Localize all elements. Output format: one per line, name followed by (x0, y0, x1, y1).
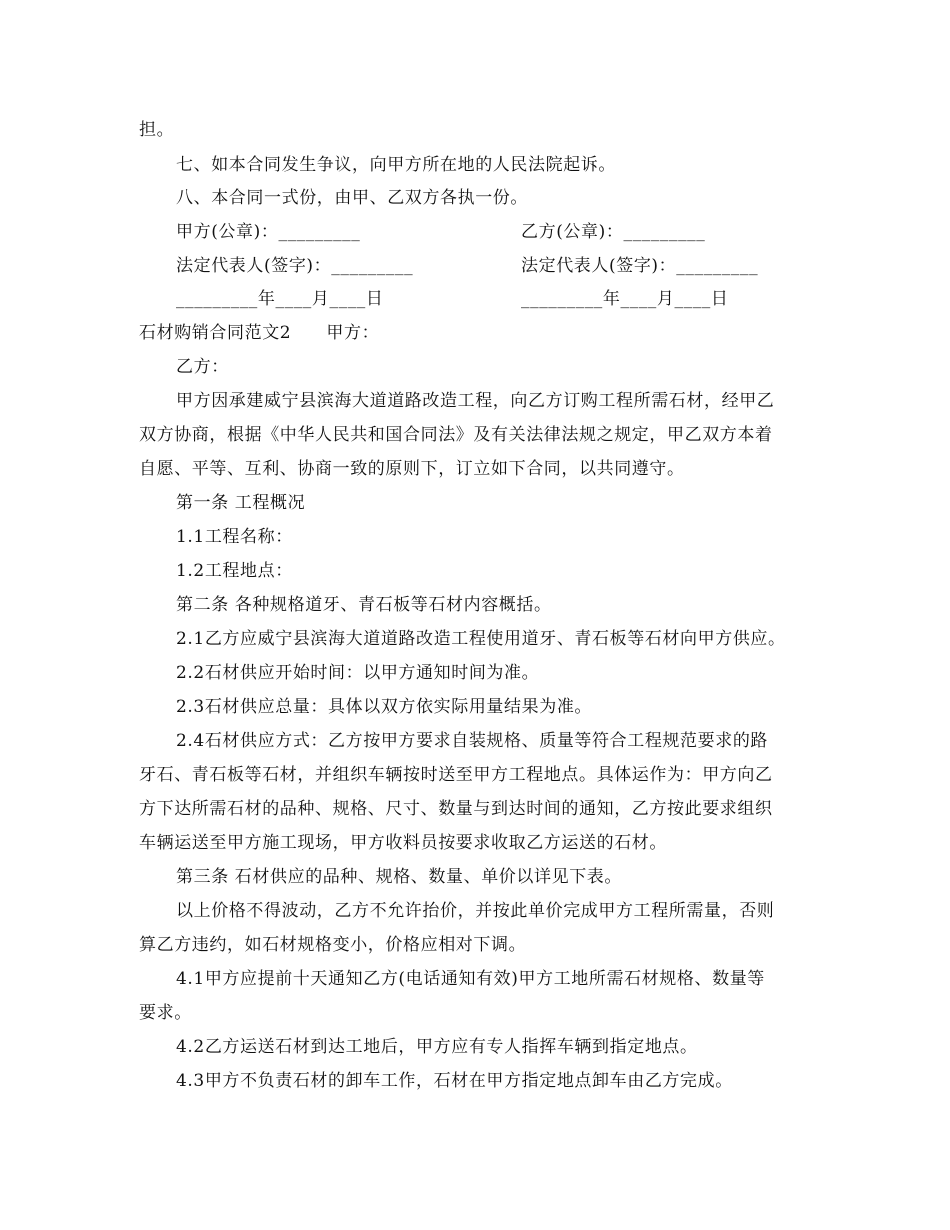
text-line: 1.1工程名称： (176, 527, 293, 547)
text-line: 算乙方违约，如石材规格变小，价格应相对下调。 (139, 935, 527, 955)
text-line: 七、如本合同发生争议，向甲方所在地的人民法院起诉。 (176, 155, 616, 175)
text-line: 车辆运送至甲方施工现场，甲方收料员按要求收取乙方运送的石材。 (139, 833, 667, 853)
text-line: 4.1甲方应提前十天通知乙方(电话通知有效)甲方工地所需石材规格、数量等 (176, 969, 765, 989)
text-line: 以上价格不得波动，乙方不允许抬价，并按此单价完成甲方工程所需量，否则 (176, 901, 775, 921)
article-heading: 第一条 工程概况 (176, 493, 306, 513)
text-line: 1.2工程地点： (176, 561, 293, 581)
text-line: 要求。 (139, 1003, 192, 1023)
text-line: 牙石、青石板等石材，并组织车辆按时送至甲方工程地点。具体运作为：甲方向乙 (139, 765, 773, 785)
text-line: 方下达所需石材的品种、规格、尺寸、数量与到达时间的通知，乙方按此要求组织 (139, 799, 773, 819)
text-line: 双方协商，根据《中华人民共和国合同法》及有关法律法规之规定，甲乙双方本着 (139, 425, 773, 445)
text-line: 担。 (139, 120, 175, 140)
text-line: 甲方因承建威宁县滨海大道道路改造工程，向乙方订购工程所需石材，经甲乙 (176, 391, 775, 411)
party-b-rep-line: 法定代表人(签字)：_________ (521, 256, 759, 276)
article-heading: 第二条 各种规格道牙、青石板等石材内容概括。 (176, 595, 552, 615)
text-line: 八、本合同一式份，由甲、乙双方各执一份。 (176, 188, 528, 208)
party-b-date-line: _________年____月____日 (521, 289, 729, 309)
text-line: 2.4石材供应方式：乙方按甲方要求自装规格、质量等符合工程规范要求的路 (176, 731, 769, 751)
article-heading: 第三条 石材供应的品种、规格、数量、单价以详见下表。 (176, 867, 623, 887)
text-line: 2.3石材供应总量：具体以双方依实际用量结果为准。 (176, 697, 593, 717)
party-a-date-line: _________年____月____日 (176, 289, 384, 309)
party-a-rep-line: 法定代表人(签字)：_________ (176, 256, 414, 276)
text-line: 4.2乙方运送石材到达工地后，甲方应有专人指挥车辆到指定地点。 (176, 1037, 698, 1057)
text-line: 乙方： (176, 357, 229, 377)
party-a-seal-line: 甲方(公章)：_________ (176, 222, 361, 242)
text-line: 2.2石材供应开始时间：以甲方通知时间为准。 (176, 663, 540, 683)
text-line: 4.3甲方不负责石材的卸车工作，石材在甲方指定地点卸车由乙方完成。 (176, 1071, 733, 1091)
text-line: 自愿、平等、互利、协商一致的原则下，订立如下合同，以共同遵守。 (139, 459, 685, 479)
text-line: 2.1乙方应威宁县滨海大道道路改造工程使用道牙、青石板等石材向甲方供应。 (176, 629, 786, 649)
section-title: 石材购销合同范文2 甲方： (139, 323, 380, 343)
party-b-seal-line: 乙方(公章)：_________ (521, 222, 706, 242)
